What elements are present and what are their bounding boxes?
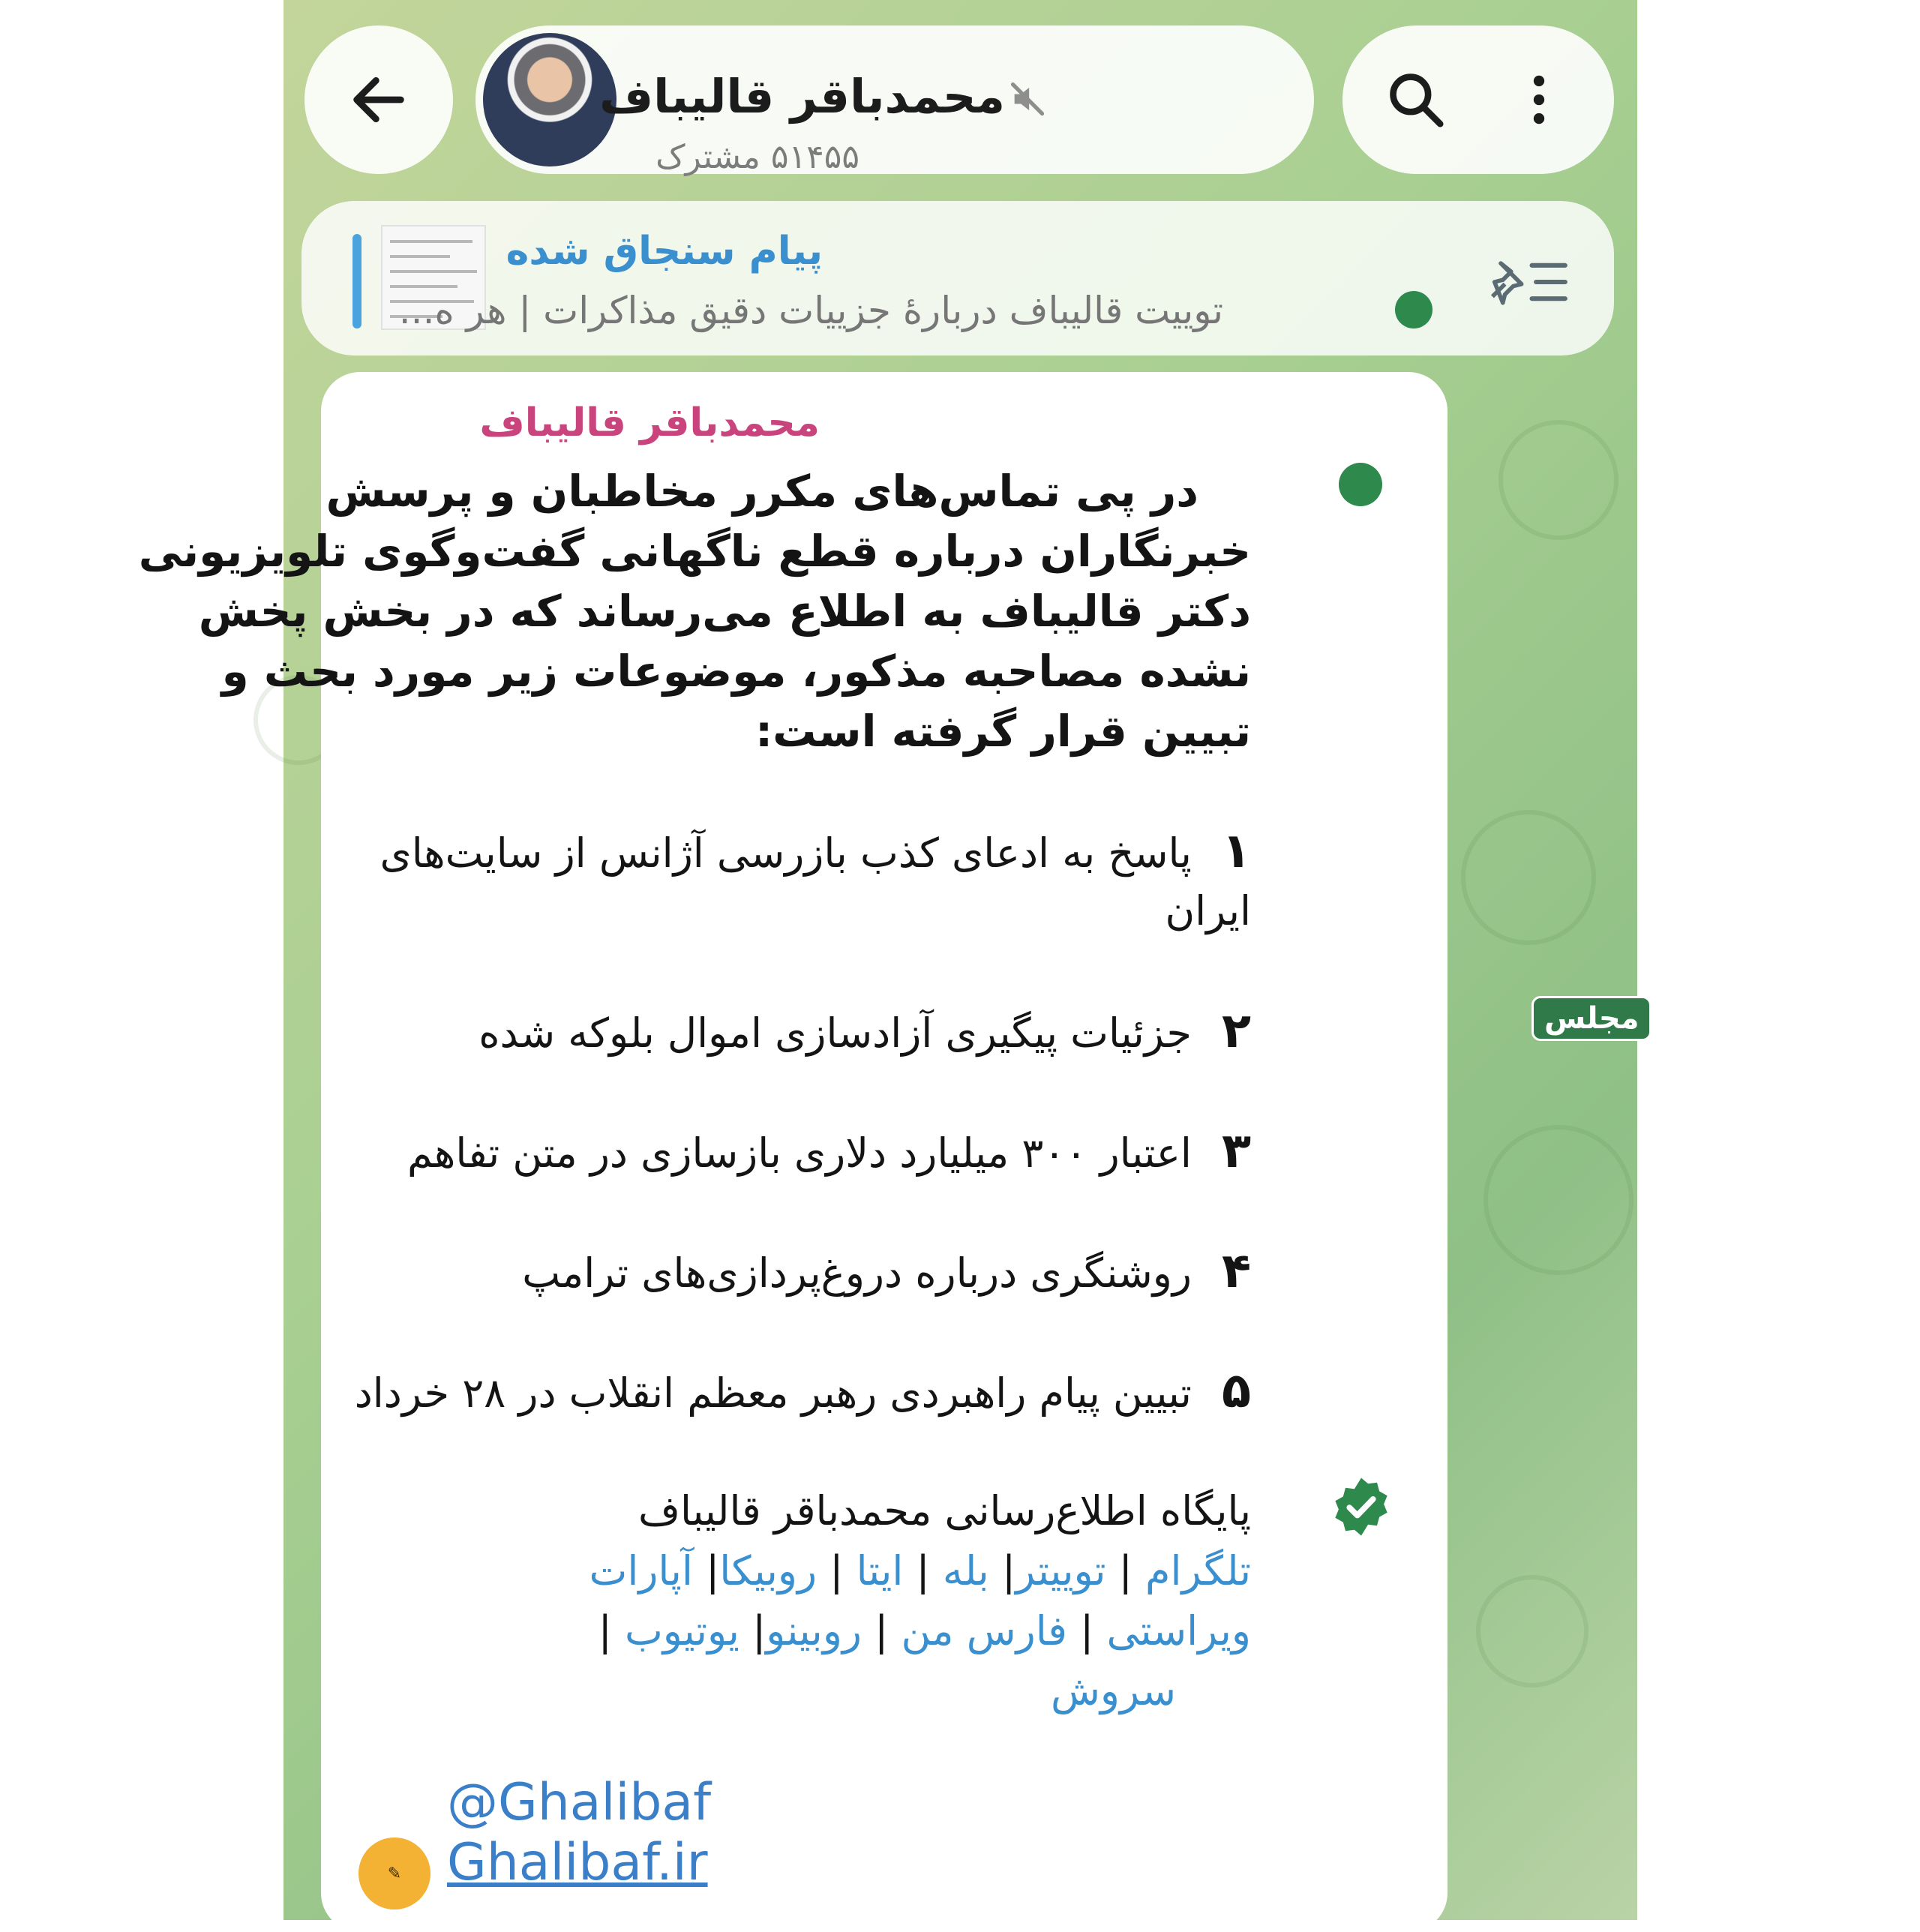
pinned-preview-text: توییت قالیباف دربارهٔ جزییات دقیق مذاکرات | هر ه... — [398, 289, 1223, 332]
item-text: تبیین پیام راهبردی رهبر معظم انقلاب در ۲۸ خرداد — [354, 1370, 1192, 1417]
item-number: ۲ — [1221, 1004, 1251, 1059]
links-row — [589, 1541, 1251, 1601]
item-number: ۴ — [1221, 1244, 1251, 1299]
website-link[interactable]: Ghalibaf.ir — [447, 1833, 708, 1892]
intro-line: در پی تماس‌های مکرر مخاطبان و پرسش — [326, 466, 1198, 517]
link-rubika[interactable]: روبیکا — [719, 1547, 818, 1594]
link-telegram[interactable]: تلگرام — [1145, 1547, 1251, 1594]
subscriber-count: ۵۱۴۵۵ مشترک — [656, 138, 860, 176]
links-row — [598, 1601, 1251, 1661]
list-item-continued: ایران — [1165, 887, 1251, 934]
link-rubino[interactable]: روبینو — [766, 1607, 862, 1654]
link-virasty[interactable]: ویراستی — [1106, 1607, 1251, 1654]
handle-link[interactable]: @Ghalibaf — [447, 1773, 712, 1832]
list-item — [522, 1241, 1251, 1304]
item-number: ۳ — [1221, 1124, 1251, 1179]
watermark-text: اخبار — [1658, 999, 1738, 1038]
links-row — [1051, 1661, 1176, 1721]
message-sender: محمدباقر قالیباف — [479, 400, 820, 446]
separator: | — [1001, 1547, 1016, 1594]
more-menu-button[interactable] — [1502, 62, 1576, 137]
watermark-box: مجلس — [1532, 996, 1652, 1041]
list-item — [478, 1001, 1251, 1064]
link-twitter[interactable]: توییتر — [1016, 1547, 1106, 1594]
item-text: پاسخ به ادعای کذب بازرسی آژانس از سایت‌های — [380, 830, 1192, 877]
signature-logo: ✎ — [358, 1838, 430, 1910]
item-number: ۵ — [1221, 1364, 1251, 1419]
list-item — [407, 1121, 1251, 1184]
pinned-message-bar[interactable] — [302, 201, 1614, 356]
separator: | — [830, 1547, 844, 1594]
bg-doodle — [1476, 1575, 1588, 1688]
channel-header[interactable] — [476, 26, 1314, 174]
link-youtube[interactable]: یوتیوب — [624, 1607, 740, 1654]
separator: | — [1118, 1547, 1132, 1594]
bg-doodle — [1461, 810, 1596, 945]
search-icon — [1384, 68, 1448, 132]
channel-title: محمدباقر قالیباف — [599, 69, 1005, 124]
telegram-channel-screen — [138, 0, 1637, 1920]
arrow-left-icon — [346, 67, 412, 133]
item-number: ۱ — [1221, 824, 1251, 879]
green-circle-icon — [1339, 463, 1382, 506]
intro-line: نشده مصاحبه مذکور، موضوعات زیر مورد بحث و — [221, 646, 1251, 697]
item-text: جزئیات پیگیری آزادسازی اموال بلوکه شده — [478, 1010, 1192, 1057]
verified-check-icon — [1330, 1475, 1393, 1538]
intro-line: تبیین قرار گرفته است: — [754, 706, 1251, 757]
link-aparat[interactable]: آپارات — [589, 1547, 693, 1594]
separator: | — [916, 1547, 930, 1594]
item-text: روشنگری درباره دروغ‌پردازی‌های ترامپ — [522, 1250, 1192, 1297]
more-vertical-icon — [1507, 68, 1571, 132]
list-item — [355, 1361, 1251, 1424]
back-button[interactable] — [304, 26, 453, 174]
watermark — [1532, 992, 1744, 1046]
separator: | — [598, 1607, 612, 1654]
footer-title: پایگاه اطلاع‌رسانی محمدباقر قالیباف — [638, 1487, 1251, 1534]
link-bale[interactable]: بله — [942, 1547, 989, 1594]
bg-doodle — [1498, 420, 1618, 540]
search-button[interactable] — [1378, 62, 1454, 137]
separator: | — [706, 1547, 720, 1594]
separator: | — [874, 1607, 889, 1654]
pinned-title: پیام سنجاق شده — [506, 229, 823, 274]
header-actions — [1342, 26, 1614, 174]
pinned-list-icon[interactable] — [1486, 255, 1570, 309]
link-farsmen[interactable]: فارس من — [901, 1607, 1067, 1654]
link-soroush[interactable]: سروش — [1050, 1667, 1176, 1714]
channel-avatar[interactable] — [483, 33, 616, 166]
separator: | — [1080, 1607, 1094, 1654]
link-eitaa[interactable]: ایتا — [856, 1547, 904, 1594]
bg-doodle — [1484, 1125, 1634, 1275]
intro-line: دکتر قالیباف به اطلاع می‌رساند که در بخش پخش — [198, 586, 1251, 637]
green-circle-icon — [1395, 291, 1432, 328]
item-text: اعتبار ۳۰۰ میلیارد دلاری بازسازی در متن تفاهم — [406, 1130, 1192, 1177]
separator: | — [752, 1607, 766, 1654]
speaker-muted-icon — [1008, 80, 1047, 118]
list-item — [380, 821, 1251, 884]
intro-line: خبرنگاران درباره قطع ناگهانی گفت‌وگوی تلویزیونی — [138, 526, 1251, 577]
